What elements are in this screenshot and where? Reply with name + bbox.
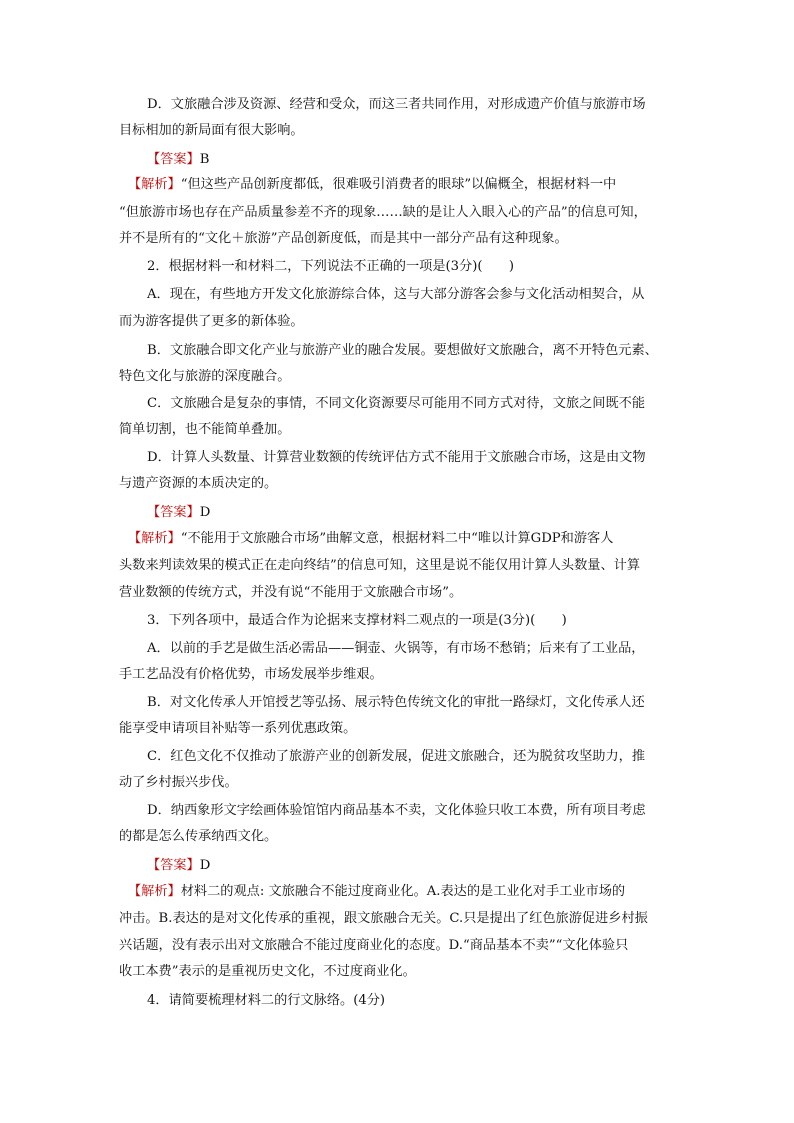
answer-line <box>0 151 794 169</box>
line-text: 营业数额的传统方式，并没有说“不能用于文旅融合市场”。 <box>119 585 463 600</box>
text-line <box>0 204 794 222</box>
text-line <box>0 475 794 493</box>
line-text: 3．下列各项中，最适合作为论据来支撑材料二观点的一项是(3分)( ) <box>147 613 567 628</box>
text-line <box>0 421 794 439</box>
answer-line <box>0 530 794 548</box>
answer-line <box>0 857 794 875</box>
text-line <box>0 230 794 248</box>
line-text: D <box>199 858 211 873</box>
text-line <box>0 748 794 766</box>
line-text: D．纳西象形文字绘画体验馆馆内商品基本不卖，文化体验只收工本费，所有项目考虑 <box>147 803 646 818</box>
answer-line <box>0 176 794 194</box>
line-text: 与遗产资源的本质决定的。 <box>119 476 278 491</box>
line-text: C．红色文化不仅推动了旅游产业的创新发展，促进文旅融合，还为脱贫攻坚助力，推 <box>147 749 646 764</box>
line-text: 并不是所有的“文化＋旅游”产品创新度低，而是其中一部分产品有这种现象。 <box>119 231 568 246</box>
text-line <box>0 666 794 684</box>
text-line <box>0 342 794 360</box>
text-line <box>0 286 794 304</box>
text-line <box>0 258 794 276</box>
analysis-label: 【解析】 <box>128 177 181 192</box>
line-text: “但旅游市场也存在产品质量参差不齐的现象……缺的是让人入眼入心的产品”的信息可知， <box>119 205 647 220</box>
answer-label: 【答案】 <box>147 858 200 873</box>
line-text: 材料二的观点: 文旅融合不能过度商业化。A.表达的是工业化对手工业市场的 <box>180 884 626 899</box>
text-line <box>0 557 794 575</box>
line-text: 冲击。B.表达的是对文化传承的重视，跟文旅融合无关。C.只是提出了红色旅游促进乡村振 <box>119 911 648 926</box>
line-text: 2．根据材料一和材料二，下列说法不正确的一项是(3分)( ) <box>147 259 515 274</box>
line-text: D．计算人头数量、计算营业数额的传统评估方式不能用于文旅融合市场，这是由文物 <box>147 450 646 465</box>
text-line <box>0 694 794 712</box>
line-text: B．对文化传承人开馆授艺等弘扬、展示特色传统文化的审批一路绿灯，文化传承人还 <box>147 695 645 710</box>
line-text: “但这些产品创新度都低，很难吸引消费者的眼球”以偏概全，根据材料一中 <box>180 177 617 192</box>
analysis-label: 【解析】 <box>128 531 181 546</box>
line-text: D．文旅融合涉及资源、经营和受众，而这三者共同作用，对形成遗产价值与旅游市场 <box>147 97 646 112</box>
line-text: B <box>199 152 210 167</box>
line-text: A．现在，有些地方开发文化旅游综合体，这与大部分游客会参与文化活动相契合，从 <box>147 287 645 302</box>
text-line <box>0 584 794 602</box>
line-text: 能享受申请项目补贴等一系列优惠政策。 <box>119 721 357 736</box>
answer-line <box>0 504 794 522</box>
line-text: 特色文化与旅游的深度融合。 <box>119 369 291 384</box>
line-text: D <box>199 505 211 520</box>
text-line <box>0 368 794 386</box>
text-line <box>0 395 794 413</box>
text-line <box>0 910 794 928</box>
line-text: 的都是怎么传承纳西文化。 <box>119 829 278 844</box>
text-line <box>0 640 794 658</box>
text-line <box>0 313 794 331</box>
answer-label: 【答案】 <box>147 152 200 167</box>
text-line <box>0 963 794 981</box>
answer-label: 【答案】 <box>147 505 200 520</box>
answer-line <box>0 883 794 901</box>
text-line <box>0 774 794 792</box>
line-text: C．文旅融合是复杂的事情，不同文化资源要尽可能用不同方式对待，文旅之间既不能 <box>147 396 646 411</box>
line-text: 动了乡村振兴步伐。 <box>119 775 238 790</box>
line-text: 目标相加的新局面有很大影响。 <box>119 123 304 138</box>
text-line <box>0 828 794 846</box>
line-text: 兴话题，没有表示出对文旅融合不能过度商业化的态度。D.“商品基本不卖”“文化体验只 <box>119 938 629 953</box>
text-line <box>0 802 794 820</box>
line-text: 头数来判读效果的模式正在走向终结”的信息可知，这里是说不能仅用计算人头数量、计算 <box>119 558 641 573</box>
line-text: “不能用于文旅融合市场”曲解文意，根据材料二中“唯以计算GDP和游客人 <box>180 531 614 546</box>
text-line <box>0 612 794 630</box>
text-line <box>0 96 794 114</box>
line-text: 简单切割，也不能简单叠加。 <box>119 422 291 437</box>
text-line <box>0 937 794 955</box>
analysis-label: 【解析】 <box>128 884 181 899</box>
line-text: B．文旅融合即文化产业与旅游产业的融合发展。要想做好文旅融合，离不开特色元素、 <box>147 343 658 358</box>
line-text: 而为游客提供了更多的新体验。 <box>119 314 304 329</box>
text-line <box>0 720 794 738</box>
line-text: 手工艺品没有价格优势，市场发展举步维艰。 <box>119 667 383 682</box>
text-line <box>0 992 794 1010</box>
text-line <box>0 449 794 467</box>
line-text: 收工本费”表示的是重视历史文化，不过度商业化。 <box>119 964 416 979</box>
line-text: A．以前的手艺是做生活必需品——铜壶、火锅等，有市场不愁销；后来有了工业品， <box>147 641 645 656</box>
text-line <box>0 122 794 140</box>
line-text: 4．请简要梳理材料二的行文脉络。(4分) <box>147 993 386 1008</box>
